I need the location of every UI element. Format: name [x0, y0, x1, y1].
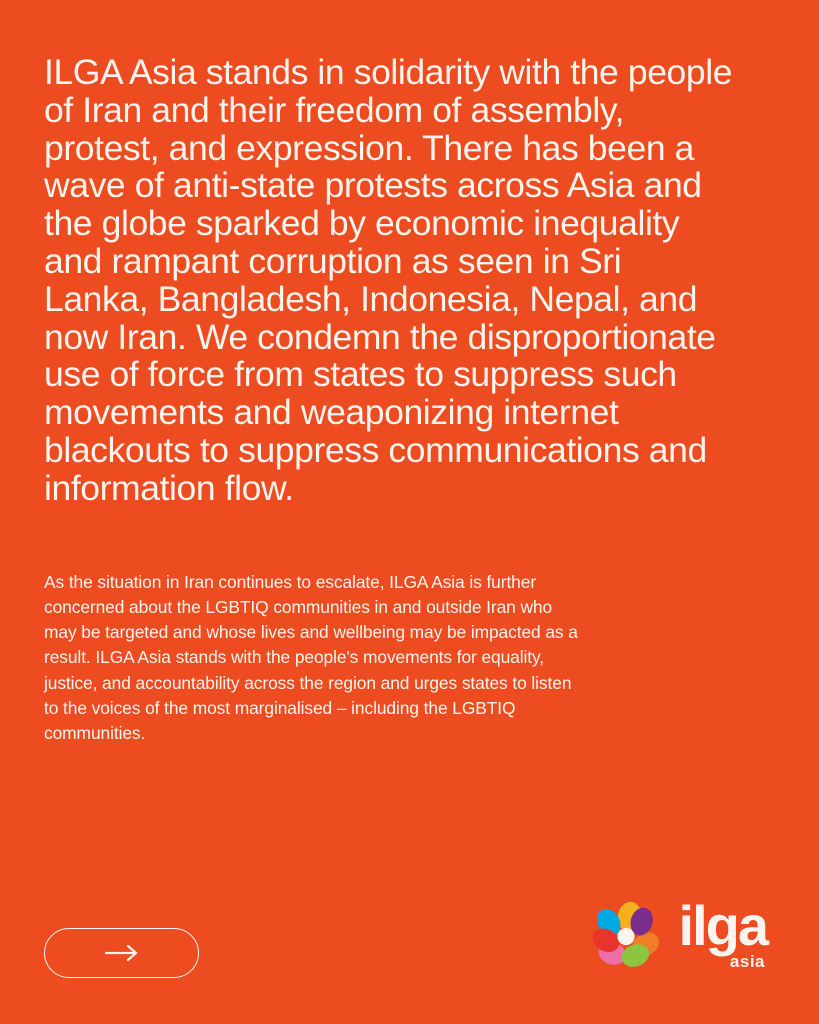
pinwheel-petals-icon: [587, 896, 665, 974]
logo-wordmark: [678, 893, 767, 972]
next-slide-button[interactable]: [44, 928, 199, 978]
logo-region: asia: [729, 952, 765, 972]
subcopy-text: As the situation in Iran continues to escalate, ILGA Asia is further concerned about the LGBTIQ communities in and outside Iran who may be targeted and whose lives and wellbeing may be impacted as a result. ILGA Asia stands with the people's movements for equality, justice, and accountability across the region and urges states to listen to the voices of the most marginalised – including the LGBTIQ communities.: [44, 571, 578, 743]
logo-name: ilga: [678, 893, 767, 957]
poster-footer: [44, 893, 775, 984]
headline-text: ILGA Asia stands in solidarity with the people of Iran and their freedom of assembly, protest, and expression. There has been a wave of anti-state protests across Asia and the globe sparked by economic inequality and rampant corruption as seen in Sri Lanka, Bangladesh, Indonesia, Nepal, and now Iran. We condemn the disproportionate use of force from states to suppress such movements and weaponizing internet blackouts to suppress communications and information flow.: [44, 52, 733, 508]
arrow-right-icon: [104, 944, 140, 962]
ilga-asia-logo: [587, 893, 775, 978]
layout-spacer: [44, 746, 775, 896]
